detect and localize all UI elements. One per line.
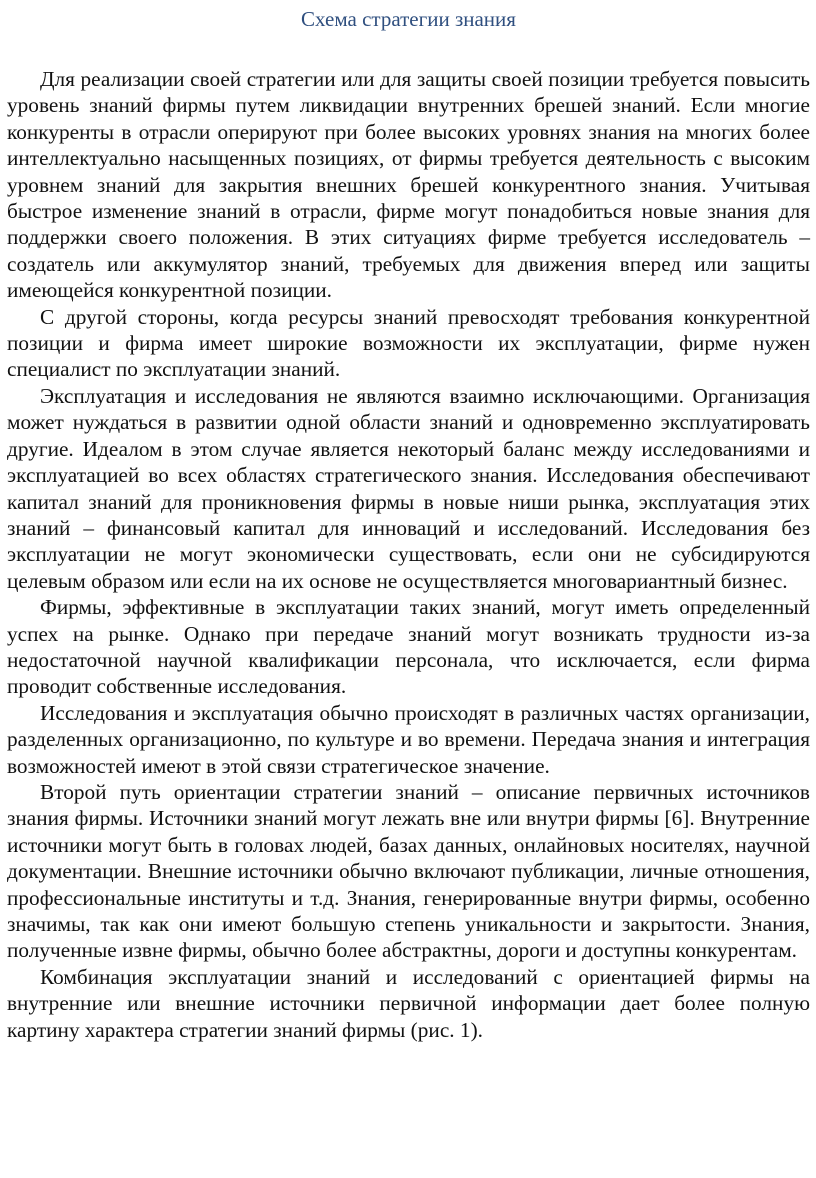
paragraph: С другой стороны, когда ресурсы знаний превосходят требования конкурентной позиции и фирма имеет широкие возможности их эксплуатации, фирме нужен специалист по эксплуатации знаний. xyxy=(7,304,810,382)
paragraph: Эксплуатация и исследования не являются взаимно исключающими. Организация может нуждаться в развитии одной области знаний и одновременно эксплуатировать другие. Идеалом в этом случае является некоторый баланс между исследованиями и эксплуатацией во всех областях стратегического знания. Исследования обеспечивают капитал знаний для проникновения фирмы в новые ниши рынка, эксплуатация этих знаний – финансовый капитал для инноваций и исследований. Исследования без эксплуатации не могут экономически существовать, если они не субсидируются целевым образом или если на их основе не осуществляется многовариантный бизнес. xyxy=(7,383,810,593)
paragraph: Исследования и эксплуатация обычно происходят в различных частях организации, разделенных организационно, по культуре и во времени. Передача знания и интеграция возможностей имеют в этой связи стратегическое значение. xyxy=(7,700,810,778)
document-title: Схема стратегии знания xyxy=(301,7,516,31)
document-body xyxy=(7,66,810,1043)
paragraph: Фирмы, эффективные в эксплуатации таких знаний, могут иметь определенный успех на рынке. Однако при передаче знаний могут возникать трудности из-за недостаточной научной квалификации персонала, что исключается, если фирма проводит собственные исследования. xyxy=(7,595,810,699)
paragraph: Комбинация эксплуатации знаний и исследований с ориентацией фирмы на внутренние или внешние источники первичной информации дает более полную картину характера стратегии знаний фирмы (рис. 1). xyxy=(7,964,810,1042)
paragraph: Для реализации своей стратегии или для защиты своей позиции требуется повысить уровень знаний фирмы путем ликвидации внутренних брешей знаний. Если многие конкуренты в отрасли оперируют при более высоких уровнях знания на многих более интеллектуально насыщенных позициях, от фирмы требуется деятельность с высоким уровнем знаний для закрытия внешних брешей конкурентного знания. Учитывая быстрое изменение знаний в отрасли, фирме могут понадобиться новые знания для поддержки своего положения. В этих ситуациях фирме требуется исследователь – создатель или аккумулятор знаний, требуемых для движения вперед или защиты имеющейся конкурентной позиции. xyxy=(7,67,810,303)
paragraph: Второй путь ориентации стратегии знаний – описание первичных источников знания фирмы. Источники знаний могут лежать вне или внутри фирмы [6]. Внутренние источники могут быть в головах людей, базах данных, онлайновых носителях, научной документации. Внешние источники обычно включают публикации, личные отношения, профессиональные институты и т.д. Знания, генерированные внутри фирмы, особенно значимы, так как они имеют большую степень уникальности и закрытости. Знания, полученные извне фирмы, обычно более абстрактны, дороги и доступны конкурентам. xyxy=(7,779,810,963)
